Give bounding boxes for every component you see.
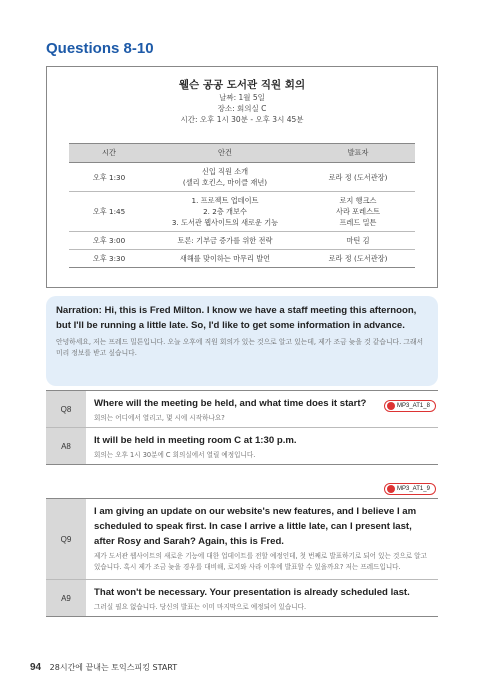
q8-label: Q8 xyxy=(46,391,86,427)
qa-block-8 xyxy=(46,390,438,465)
a9-korean: 그러실 필요 없습니다. 당신의 발표는 이미 마지막으로 예정되어 있습니다. xyxy=(94,603,307,611)
a9-english: That won't be necessary. Your presentation is already scheduled last. xyxy=(94,587,410,598)
agenda-line: 3. 도서관 웹사이트의 새로운 기능 xyxy=(171,218,279,227)
q9-label: Q9 xyxy=(46,499,86,579)
cell-presenter: 마틴 김 xyxy=(301,232,415,250)
a8-korean: 회의는 오후 1시 30분에 C 회의실에서 열릴 예정입니다. xyxy=(94,451,256,459)
agenda-line: (셀리 호킨스, 마이클 재년) xyxy=(182,178,268,187)
q8-korean: 회의는 어디에서 열리고, 몇 시에 시작하나요? xyxy=(94,414,225,422)
cell-agenda xyxy=(149,192,301,232)
book-title: 28시간에 끝내는 토익스피킹 START xyxy=(49,663,178,672)
answer-row xyxy=(46,428,438,464)
q9-english: I am giving an update on our website's new features, and I believe I am scheduled to speak first. In case I arrive a little late, can I present last, after Rosy and Sarah? Again, this is Fred. xyxy=(94,506,417,547)
audio-icon xyxy=(387,485,395,493)
a8-english: It will be held in meeting room C at 1:30 p.m. xyxy=(94,435,297,446)
presenter-line: 로지 행크스 xyxy=(339,196,377,205)
table-row xyxy=(69,232,415,250)
cell-time: 오후 1:30 xyxy=(69,163,149,192)
cell-agenda: 토론: 기부금 증가를 위한 전략 xyxy=(149,232,301,250)
col-header-agenda: 안건 xyxy=(149,144,301,163)
a9-label: A9 xyxy=(46,580,86,616)
a8-label: A8 xyxy=(46,428,86,464)
q9-korean: 제가 도서관 웹사이트의 새로운 기능에 대한 업데이트를 전할 예정인데, 첫 번째로 발표하기로 되어 있는 것으로 알고 있습니다. 혹시 제가 조금 늦을 경우를 대비해, 로지와 사라 이후에 발표할 수 있을까요? 저는 프레드입니다. xyxy=(94,552,427,571)
memo-date: 날짜: 1월 5일 xyxy=(219,93,265,102)
meeting-agenda-memo xyxy=(46,66,438,288)
cell-presenter xyxy=(301,192,415,232)
narration-korean: 안녕하세요, 저는 프레드 밀튼입니다. 오늘 오후에 직원 회의가 있는 것으로 알고 있는데, 제가 조금 늦을 것 같습니다. 그래서 미리 정보를 받고 싶습니다. xyxy=(56,338,424,357)
section-heading: Questions 8-10 xyxy=(46,40,154,57)
q8-english: Where will the meeting be held, and what time does it start? xyxy=(94,398,367,409)
narration-english: Narration: Hi, this is Fred Milton. I know we have a staff meeting this afternoon, but I'll be running a little late. So, I'd like to get some information in advance. xyxy=(56,305,417,331)
page-number: 94 xyxy=(30,662,42,673)
cell-presenter: 로라 정 (도서관장) xyxy=(301,163,415,192)
presenter-line: 프레드 밀튼 xyxy=(339,218,377,227)
agenda-line: 1. 프로젝트 업데이트 xyxy=(191,196,259,205)
table-row xyxy=(69,250,415,268)
qa-block-9 xyxy=(46,498,438,617)
cell-time: 오후 1:45 xyxy=(69,192,149,232)
cell-agenda xyxy=(149,163,301,192)
narration-box xyxy=(46,296,438,386)
memo-place: 장소: 회의실 C xyxy=(217,104,267,113)
question-row xyxy=(46,499,438,580)
table-row xyxy=(69,192,415,232)
agenda-table xyxy=(69,143,415,268)
mp3-audio-badge[interactable] xyxy=(384,483,436,495)
agenda-line: 신입 직원 소개 xyxy=(201,167,249,176)
memo-title: 웰슨 공공 도서관 직원 회의 xyxy=(178,79,306,91)
table-row xyxy=(69,163,415,192)
mp3-label: MP3_AT1_9 xyxy=(397,486,430,492)
cell-presenter: 로라 정 (도서관장) xyxy=(301,250,415,268)
memo-time: 시간: 오후 1시 30분 - 오후 3시 45분 xyxy=(180,115,304,124)
cell-agenda: 새해를 맞이하는 마무리 발언 xyxy=(149,250,301,268)
agenda-line: 2. 2층 개보수 xyxy=(203,207,247,216)
presenter-line: 사라 포레스트 xyxy=(336,207,380,216)
answer-row xyxy=(46,580,438,616)
cell-time: 오후 3:30 xyxy=(69,250,149,268)
col-header-time: 시간 xyxy=(69,144,149,163)
page-footer xyxy=(30,662,177,673)
mp3-label: MP3_AT1_8 xyxy=(397,403,430,409)
col-header-presenter: 발표자 xyxy=(301,144,415,163)
cell-time: 오후 3:00 xyxy=(69,232,149,250)
question-row xyxy=(46,391,438,428)
